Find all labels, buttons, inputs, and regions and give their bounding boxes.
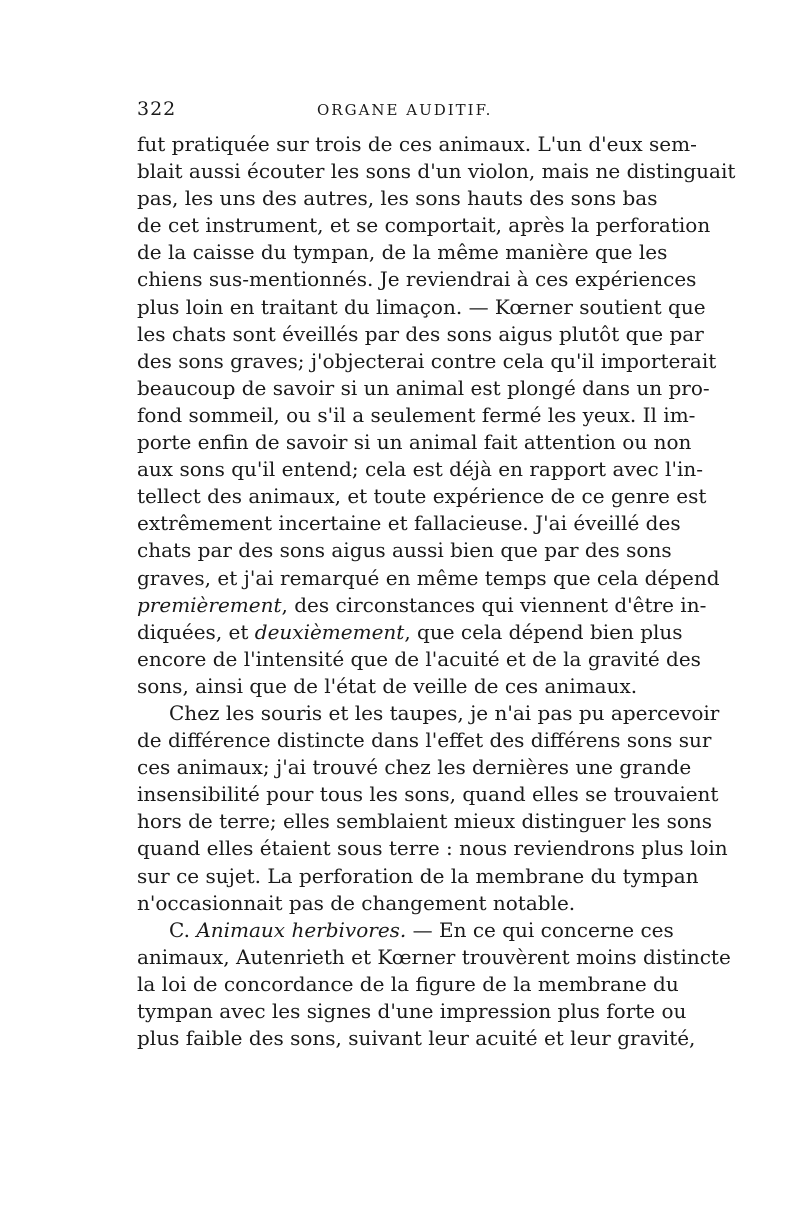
text-line bbox=[137, 402, 696, 429]
line-text: blait aussi écouter les sons d'un violon, mais ne distinguait bbox=[137, 159, 736, 184]
line-text: quand elles étaient sous terre : nous reviendrons plus loin bbox=[137, 836, 728, 861]
line-text: fond sommeil, ou s'il a seulement fermé les yeux. Il im- bbox=[137, 402, 696, 427]
text-line bbox=[137, 483, 707, 510]
text-line bbox=[137, 158, 736, 185]
line-text: graves, et j'ai remarqué en même temps que cela dépend bbox=[137, 565, 720, 590]
line-text: des sons graves; j'objecterai contre cela qu'il importerait bbox=[137, 348, 717, 373]
line-text-before: C. bbox=[169, 917, 197, 942]
text-line bbox=[137, 537, 672, 564]
text-line bbox=[137, 944, 731, 971]
text-line bbox=[137, 185, 657, 212]
text-line bbox=[137, 727, 712, 754]
text-line bbox=[137, 700, 720, 727]
text-line bbox=[137, 510, 681, 537]
text-line bbox=[137, 781, 719, 808]
line-text: porte enfin de savoir si un animal fait attention ou non bbox=[137, 430, 692, 455]
text-line bbox=[137, 646, 701, 673]
line-text-before: diquées, et bbox=[137, 619, 255, 644]
text-line bbox=[137, 890, 657, 917]
line-italic: Animaux herbivores. bbox=[196, 917, 407, 942]
text-line bbox=[137, 1025, 696, 1052]
page-number: 322 bbox=[137, 98, 177, 120]
text-line bbox=[137, 375, 710, 402]
line-text: fut pratiquée sur trois de ces animaux. L'un d'eux sem- bbox=[137, 132, 697, 156]
line-text: , des circonstances qui viennent d'être in- bbox=[281, 592, 707, 617]
line-text: n'occasionnait pas de changement notable. bbox=[137, 890, 576, 915]
text-line bbox=[137, 863, 699, 890]
line-text: animaux, Autenrieth et Kœrner trouvèrent moins distincte bbox=[137, 944, 731, 969]
text-line bbox=[137, 348, 717, 375]
text-line bbox=[137, 456, 703, 483]
text-line bbox=[137, 835, 728, 862]
text-line bbox=[137, 266, 697, 293]
line-text: sur ce sujet. La perforation de la membrane du tympan bbox=[137, 863, 699, 888]
line-italic: premièrement bbox=[137, 592, 282, 617]
text-line bbox=[137, 619, 683, 646]
text-line bbox=[137, 294, 706, 321]
line-text: tellect des animaux, et toute expérience de ce genre est bbox=[137, 484, 707, 509]
line-text: tympan avec les signes d'une impression plus forte ou bbox=[137, 999, 687, 1023]
line-text: de différence distincte dans l'effet des différens sons sur bbox=[137, 728, 712, 753]
running-head: ORGANE AUDITIF. bbox=[317, 101, 493, 119]
line-text: chats par des sons aigus aussi bien que par des sons bbox=[137, 538, 672, 563]
line-text: chiens sus-mentionnés. Je reviendrai à ces expériences bbox=[137, 267, 697, 292]
page-header bbox=[137, 98, 657, 122]
text-line bbox=[137, 212, 711, 239]
line-text: extrêmement incertaine et fallacieuse. J'ai éveillé des bbox=[137, 511, 681, 536]
text-line bbox=[137, 998, 687, 1025]
text-line bbox=[137, 592, 707, 619]
line-text: encore de l'intensité que de l'acuité et de la gravité des bbox=[137, 646, 701, 671]
text-line bbox=[137, 239, 668, 266]
line-text: les chats sont éveillés par des sons aigus plutôt que par bbox=[137, 321, 704, 346]
line-text: hors de terre; elles semblaient mieux distinguer les sons bbox=[137, 809, 713, 834]
line-text: — En ce qui concerne ces bbox=[406, 917, 674, 942]
text-line bbox=[137, 754, 692, 781]
line-text: de la caisse du tympan, de la même manière que les bbox=[137, 240, 668, 265]
line-text: Chez les souris et les taupes, je n'ai pas pu apercevoir bbox=[169, 700, 720, 725]
line-text: ces animaux; j'ai trouvé chez les dernières une grande bbox=[137, 755, 692, 780]
text-line bbox=[137, 565, 720, 592]
text-line bbox=[137, 971, 679, 998]
text-line bbox=[137, 131, 697, 158]
line-italic: deuxièmement bbox=[254, 619, 405, 644]
text-line bbox=[137, 673, 657, 700]
line-text: pas, les uns des autres, les sons hauts des sons bas bbox=[137, 186, 658, 211]
line-text: de cet instrument, et se comportait, après la perforation bbox=[137, 213, 711, 238]
text-line bbox=[137, 321, 704, 348]
line-text: , que cela dépend bien plus bbox=[404, 619, 683, 644]
line-text: insensibilité pour tous les sons, quand elles se trouvaient bbox=[137, 782, 719, 807]
text-line bbox=[137, 429, 692, 456]
line-text: aux sons qu'il entend; cela est déjà en rapport avec l'in- bbox=[137, 457, 703, 482]
text-line bbox=[137, 808, 713, 835]
body-text bbox=[137, 131, 736, 1052]
line-text: la loi de concordance de la figure de la membrane du bbox=[137, 971, 679, 996]
text-line bbox=[137, 917, 674, 944]
line-text: plus loin en traitant du limaçon. — Kœrner soutient que bbox=[137, 294, 706, 319]
line-text: sons, ainsi que de l'état de veille de ces animaux. bbox=[137, 673, 638, 698]
line-text: plus faible des sons, suivant leur acuité et leur gravité, bbox=[137, 1026, 696, 1051]
line-text: beaucoup de savoir si un animal est plongé dans un pro- bbox=[137, 375, 710, 400]
